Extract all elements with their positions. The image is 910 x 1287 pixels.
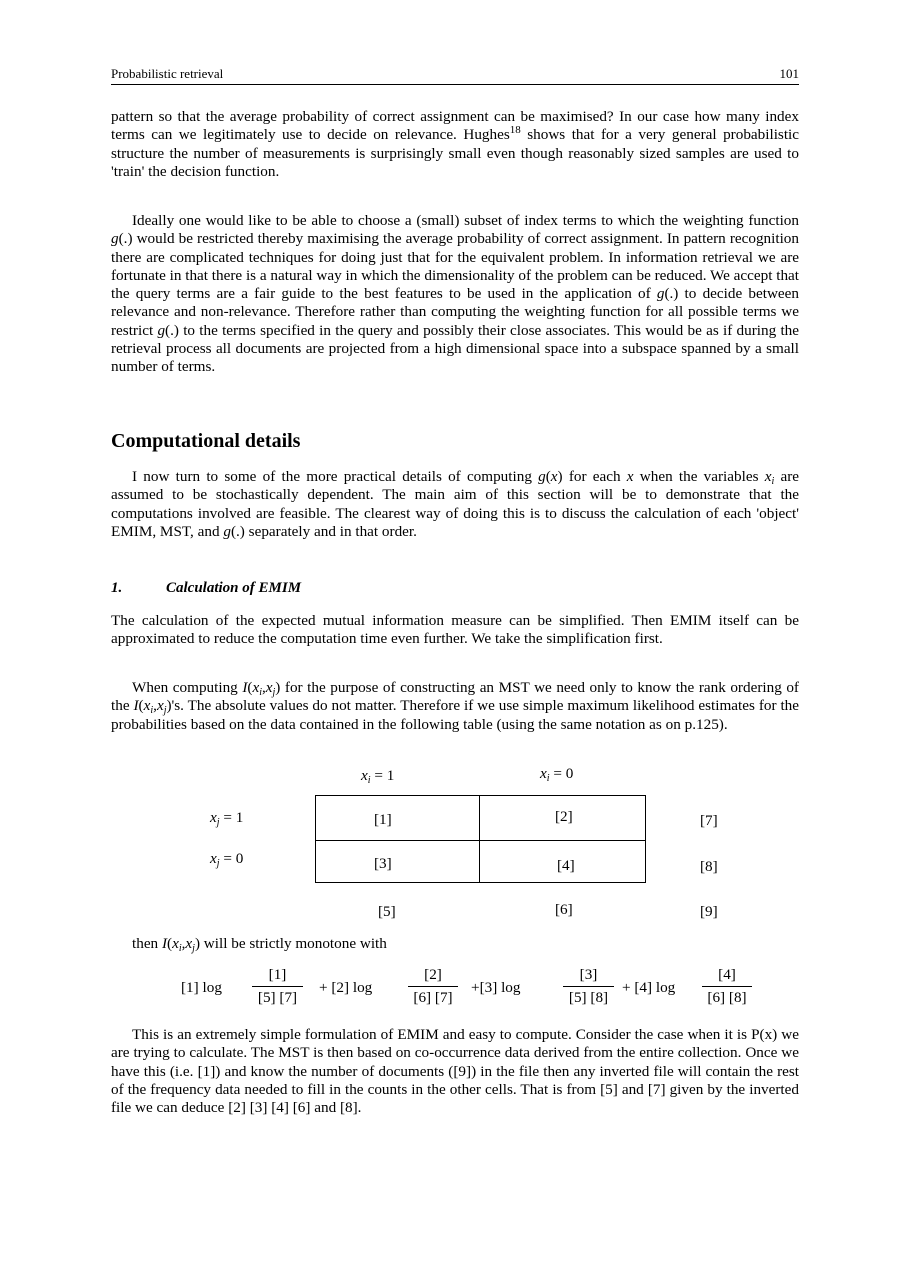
col-header-xi-0: $x_i = 0$ [540,765,574,784]
formula-term-3: +[3] log [471,979,521,996]
running-title: Probabilistic retrieval [111,66,224,81]
paragraph-2: Ideally one would like to be able to choose a (small) subset of index terms to which the weighting function g(.) would be restricted thereby maximising the average probability of correct assignment. In pattern recognition there are complicated techniques for doing just that for the equivalent problem. In information retrieval we are fortunate in that there is a natural way in which the dimensionality of the problem can be reduced. We accept that the query terms are a fair guide to the best features to be used in the application of g(.) to decide between relevance and non-relevance. Therefore rather than computing the weighting function for all possible terms we restrict g(.) to the terms specified in the query and possibly their close associates. This would be as if during the retrieval process all documents are projected from a high dimensional space into a subspace spanned by a small number of terms. [111,212,800,376]
row-header-xj-0: $x_j = 0$ [210,850,244,869]
formula-term-2: + [2] log [319,979,373,996]
paragraph-7: This is an extremely simple formulation of EMIM and easy to compute. Consider the case when it is P(x) we are trying to calculate. The MST is then based on co-occurrence data derived from the entire collection. Once we have this (i.e. [1]) and know the number of documents ([9]) in the file then any inverted file will contain the rest of the frequency data needed to fill in the counts in the other cells. That is from [5] and [7] given by the inverted file we can deduce [2] [3] [4] [6] and [8]. [111,1026,799,1117]
paragraph-4: The calculation of the expected mutual information measure can be simplified. Then EMIM itself can be approximated to reduce the computation time even further. We take the simplification first. [111,612,799,648]
row-total-8: [8] [700,858,718,875]
row-header-xj-1: $x_j = 1$ [210,809,244,828]
paragraph-5: When computing $I(x_i,x_j)$ for the purpose of constructing an MST we need only to know the rank ordering of the $I(x_i,x_j)'s$. The absolute values do not matter. Therefore if we use simple maximum likelihood estimates for the probabilities based on the data contained in the following table (using the same notation as on p.125). [111,679,799,733]
section-heading: Computational details [111,430,301,452]
paragraph-1: pattern so that the average probability of correct assignment can be maximised? In our case how many index terms can we legitimately use to decide on relevance. Hughes$^{18}$ shows that for a very general probabilistic structure the number of measurements is surprisingly small even though reasonably sized samples are used to 'train' the decision function. [111,108,799,180]
table-vertical-divider [479,796,480,882]
fraction-1: [1] [5] [7] [252,966,303,1007]
col-total-6: [6] [555,901,573,918]
cell-1: [1] [374,811,392,828]
subsection-heading: 1. Calculation of EMIM [111,580,302,596]
page-number: 101 [779,66,799,81]
table-horizontal-divider [316,840,645,841]
cell-3: [3] [374,855,392,872]
grand-total-9: [9] [700,903,718,920]
fraction-3: [3] [5] [8] [563,966,614,1007]
formula-term-4: + [4] log [622,979,676,996]
table-grid [315,795,646,883]
fraction-4: [4] [6] [8] [702,966,752,1007]
running-header [111,64,799,85]
cell-4: [4] [557,857,575,874]
fraction-2: [2] [6] [7] [408,966,458,1007]
col-total-5: [5] [378,903,396,920]
col-header-xi-1: $x_i = 1$ [361,767,395,786]
paragraph-3: I now turn to some of the more practical details of computing g(x) for each x when the variables $x_i$ are assumed to be stochastically dependent. The main aim of this section will be to demonstrate that the computations involved are feasible. The clearest way of doing this is to discuss the calculation of each 'object' EMIM, MST, and g(.) separately and in that order. [111,468,799,540]
cell-2: [2] [555,808,573,825]
row-total-7: [7] [700,812,718,829]
formula-term-1: [1] log [181,979,222,996]
paragraph-6: then $I(x_i,x_j)$ will be strictly monotone with [132,935,387,954]
